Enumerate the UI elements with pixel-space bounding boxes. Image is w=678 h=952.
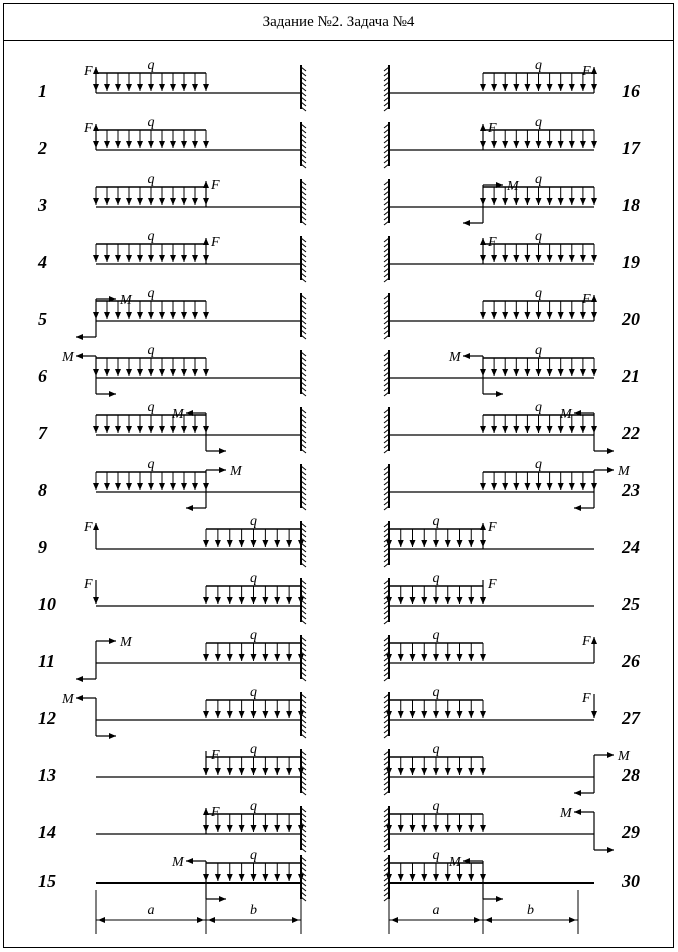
load-label-q: q bbox=[432, 742, 440, 757]
scheme-number: 24 bbox=[622, 537, 640, 557]
fixed-support bbox=[301, 407, 306, 453]
scheme-number: 17 bbox=[622, 138, 640, 158]
beam-scheme-4 bbox=[37, 229, 306, 282]
load-label-q: q bbox=[535, 172, 542, 187]
moment-arrow bbox=[463, 179, 520, 223]
distributed-load bbox=[483, 187, 594, 205]
distributed-load bbox=[96, 415, 206, 433]
force-arrow bbox=[483, 577, 497, 604]
load-label-q: q bbox=[147, 58, 155, 73]
beam-scheme-15 bbox=[38, 848, 306, 901]
load-label-q: q bbox=[535, 58, 542, 73]
beam-scheme-29 bbox=[384, 799, 640, 852]
moment-label-m: M bbox=[172, 855, 184, 870]
beam-scheme-7 bbox=[38, 400, 306, 453]
beam-scheme-30 bbox=[384, 848, 640, 901]
force-label-f: F bbox=[488, 121, 497, 136]
fixed-support bbox=[384, 464, 389, 510]
force-arrow bbox=[83, 577, 96, 604]
scheme-number: 16 bbox=[622, 81, 640, 101]
scheme-number: 19 bbox=[622, 252, 640, 272]
load-label-q: q bbox=[250, 742, 257, 757]
force-label-f: F bbox=[211, 178, 220, 193]
beam-scheme-5 bbox=[38, 286, 306, 339]
force-arrow bbox=[206, 235, 220, 264]
fixed-support bbox=[384, 749, 389, 795]
scheme-number: 21 bbox=[622, 366, 640, 386]
dimension-label-b: b bbox=[250, 903, 257, 918]
dimension-label-a: a bbox=[432, 903, 440, 918]
scheme-number: 1 bbox=[38, 81, 47, 101]
fixed-support bbox=[384, 236, 389, 282]
distributed-load bbox=[206, 757, 301, 775]
scheme-number: 12 bbox=[38, 708, 56, 728]
force-label-f: F bbox=[84, 520, 93, 535]
load-label-q: q bbox=[432, 848, 440, 863]
scheme-number: 9 bbox=[38, 537, 47, 557]
moment-label-m: M bbox=[560, 407, 572, 422]
page-title-text: Задание №2. Задача №4 bbox=[262, 13, 415, 30]
force-arrow bbox=[483, 520, 497, 549]
scheme-number: 15 bbox=[38, 871, 56, 891]
load-label-q: q bbox=[147, 286, 155, 301]
force-arrow bbox=[83, 121, 96, 150]
force-label-f: F bbox=[582, 64, 591, 79]
moment-arrow bbox=[171, 407, 226, 451]
beam-scheme-27 bbox=[384, 685, 641, 738]
dimension-left bbox=[96, 890, 301, 934]
moment-label-m: M bbox=[120, 635, 132, 650]
fixed-support bbox=[384, 855, 389, 901]
fixed-support bbox=[301, 855, 306, 901]
beam-scheme-14 bbox=[38, 799, 306, 852]
distributed-load bbox=[206, 700, 301, 718]
beam-scheme-16 bbox=[384, 58, 640, 111]
scheme-number: 22 bbox=[622, 423, 640, 443]
distributed-load bbox=[389, 700, 483, 718]
moment-arrow bbox=[76, 635, 133, 679]
dimension-label-a: a bbox=[147, 903, 155, 918]
moment-label-m: M bbox=[62, 350, 74, 365]
scheme-number: 27 bbox=[622, 708, 640, 728]
beam-scheme-18 bbox=[384, 172, 640, 225]
scheme-number: 20 bbox=[622, 309, 640, 329]
fixed-support bbox=[301, 350, 306, 396]
distributed-load bbox=[483, 73, 594, 91]
scheme-number: 28 bbox=[622, 765, 640, 785]
scheme-number: 6 bbox=[38, 366, 47, 386]
beam-scheme-17 bbox=[384, 115, 641, 168]
beam-scheme-13 bbox=[38, 742, 306, 795]
distributed-load bbox=[389, 757, 483, 775]
distributed-load bbox=[96, 130, 206, 148]
load-label-q: q bbox=[432, 628, 440, 643]
scheme-number: 7 bbox=[38, 423, 47, 443]
distributed-load bbox=[206, 814, 301, 832]
distributed-load bbox=[96, 358, 206, 376]
beam-scheme-26 bbox=[384, 628, 640, 681]
load-label-q: q bbox=[250, 514, 257, 529]
fixed-support bbox=[301, 65, 306, 111]
fixed-support bbox=[384, 692, 389, 738]
scheme-number: 23 bbox=[622, 480, 640, 500]
moment-label-m: M bbox=[62, 692, 74, 707]
distributed-load bbox=[389, 814, 483, 832]
fixed-support bbox=[384, 122, 389, 168]
distributed-load bbox=[206, 863, 301, 881]
beam-scheme-24 bbox=[384, 514, 640, 567]
moment-label-m: M bbox=[172, 407, 184, 422]
moment-arrow bbox=[448, 350, 503, 394]
fixed-support bbox=[301, 806, 306, 852]
load-label-q: q bbox=[535, 286, 542, 301]
distributed-load bbox=[389, 586, 483, 604]
load-label-q: q bbox=[147, 172, 155, 187]
load-label-q: q bbox=[535, 115, 542, 130]
fixed-support bbox=[301, 635, 306, 681]
distributed-load bbox=[96, 244, 206, 262]
fixed-support bbox=[384, 293, 389, 339]
force-arrow bbox=[483, 121, 497, 150]
distributed-load bbox=[389, 643, 483, 661]
fixed-support bbox=[384, 65, 389, 111]
beam-scheme-1 bbox=[38, 58, 306, 111]
load-label-q: q bbox=[147, 457, 155, 472]
moment-arrow bbox=[61, 692, 116, 736]
distributed-load bbox=[206, 643, 301, 661]
fixed-support bbox=[301, 578, 306, 624]
load-label-q: q bbox=[432, 514, 440, 529]
distributed-load bbox=[483, 415, 594, 433]
scheme-number: 4 bbox=[38, 252, 47, 272]
load-label-q: q bbox=[250, 799, 257, 814]
moment-label-m: M bbox=[120, 293, 132, 308]
distributed-load bbox=[206, 529, 301, 547]
load-label-q: q bbox=[535, 457, 542, 472]
fixed-support bbox=[384, 179, 389, 225]
moment-arrow bbox=[559, 407, 614, 451]
load-label-q: q bbox=[147, 115, 155, 130]
scheme-number: 5 bbox=[38, 309, 47, 329]
fixed-support bbox=[384, 635, 389, 681]
distributed-load bbox=[389, 863, 483, 881]
force-arrow bbox=[206, 178, 220, 207]
distributed-load bbox=[483, 301, 594, 319]
force-label-f: F bbox=[488, 577, 497, 592]
beam-scheme-8 bbox=[38, 457, 306, 510]
force-arrow bbox=[483, 235, 497, 264]
load-label-q: q bbox=[535, 343, 542, 358]
force-label-f: F bbox=[488, 235, 497, 250]
moment-label-m: M bbox=[618, 464, 630, 479]
moment-arrow bbox=[448, 855, 503, 899]
scheme-number: 14 bbox=[38, 822, 56, 842]
distributed-load bbox=[483, 358, 594, 376]
beam-scheme-10 bbox=[38, 571, 306, 624]
distributed-load bbox=[483, 472, 594, 490]
fixed-support bbox=[384, 407, 389, 453]
force-label-f: F bbox=[211, 748, 220, 763]
fixed-support bbox=[384, 806, 389, 852]
load-label-q: q bbox=[250, 571, 257, 586]
beam-scheme-12 bbox=[38, 685, 306, 738]
scheme-number: 26 bbox=[622, 651, 640, 671]
force-label-f: F bbox=[582, 292, 591, 307]
beam-scheme-21 bbox=[384, 343, 640, 396]
load-label-q: q bbox=[147, 400, 155, 415]
moment-label-m: M bbox=[618, 749, 630, 764]
distributed-load bbox=[96, 301, 206, 319]
distributed-load bbox=[96, 73, 206, 91]
scheme-number: 18 bbox=[622, 195, 640, 215]
scheme-number: 2 bbox=[38, 138, 47, 158]
load-label-q: q bbox=[250, 848, 257, 863]
distributed-load bbox=[96, 472, 206, 490]
fixed-support bbox=[301, 122, 306, 168]
beam-scheme-25 bbox=[384, 571, 640, 624]
distributed-load bbox=[483, 244, 594, 262]
scheme-number: 11 bbox=[38, 651, 56, 671]
beam-scheme-22 bbox=[384, 400, 640, 453]
moment-arrow bbox=[76, 293, 133, 337]
fixed-support bbox=[384, 350, 389, 396]
force-arrow bbox=[581, 691, 594, 718]
beam-scheme-19 bbox=[384, 229, 640, 282]
moment-label-m: M bbox=[507, 179, 519, 194]
distributed-load bbox=[389, 529, 483, 547]
distributed-load bbox=[483, 130, 594, 148]
beam-scheme-28 bbox=[384, 742, 640, 795]
force-label-f: F bbox=[84, 577, 93, 592]
fixed-support bbox=[301, 521, 306, 567]
moment-label-m: M bbox=[449, 350, 461, 365]
fixed-support bbox=[301, 179, 306, 225]
fixed-support bbox=[301, 464, 306, 510]
force-label-f: F bbox=[582, 691, 591, 706]
scheme-number: 8 bbox=[38, 480, 47, 500]
scheme-number: 13 bbox=[38, 765, 56, 785]
load-label-q: q bbox=[432, 571, 440, 586]
beam-scheme-3 bbox=[37, 172, 306, 225]
dimension-right bbox=[389, 890, 578, 934]
scheme-number: 29 bbox=[622, 822, 640, 842]
load-label-q: q bbox=[250, 685, 257, 700]
moment-label-m: M bbox=[560, 806, 572, 821]
beam-scheme-20 bbox=[384, 286, 640, 339]
scheme-number: 30 bbox=[622, 871, 640, 891]
force-label-f: F bbox=[84, 121, 93, 136]
load-label-q: q bbox=[535, 229, 542, 244]
beam-scheme-6 bbox=[38, 343, 306, 396]
fixed-support bbox=[301, 692, 306, 738]
dimension-label-b: b bbox=[527, 903, 534, 918]
fixed-support bbox=[301, 293, 306, 339]
load-label-q: q bbox=[147, 229, 155, 244]
force-arrow bbox=[83, 64, 96, 93]
fixed-support bbox=[384, 578, 389, 624]
moment-label-m: M bbox=[230, 464, 242, 479]
beam-scheme-2 bbox=[37, 115, 306, 168]
scheme-number: 10 bbox=[38, 594, 56, 614]
load-label-q: q bbox=[147, 343, 155, 358]
force-label-f: F bbox=[488, 520, 497, 535]
force-label-f: F bbox=[211, 235, 220, 250]
fixed-support bbox=[301, 236, 306, 282]
load-label-q: q bbox=[535, 400, 542, 415]
load-label-q: q bbox=[432, 799, 440, 814]
load-label-q: q bbox=[432, 685, 440, 700]
moment-arrow bbox=[559, 806, 614, 850]
distributed-load bbox=[96, 187, 206, 205]
beam-scheme-9 bbox=[38, 514, 306, 567]
moment-arrow bbox=[61, 350, 116, 394]
force-label-f: F bbox=[211, 805, 220, 820]
beam-scheme-11 bbox=[38, 628, 306, 681]
distributed-load bbox=[206, 586, 301, 604]
scheme-number: 25 bbox=[622, 594, 640, 614]
force-arrow bbox=[83, 520, 96, 549]
force-arrow bbox=[581, 634, 594, 663]
force-label-f: F bbox=[582, 634, 591, 649]
fixed-support bbox=[301, 749, 306, 795]
force-label-f: F bbox=[84, 64, 93, 79]
scheme-number: 3 bbox=[38, 195, 47, 215]
load-label-q: q bbox=[250, 628, 257, 643]
moment-label-m: M bbox=[449, 855, 461, 870]
fixed-support bbox=[384, 521, 389, 567]
beam-scheme-23 bbox=[384, 457, 640, 510]
